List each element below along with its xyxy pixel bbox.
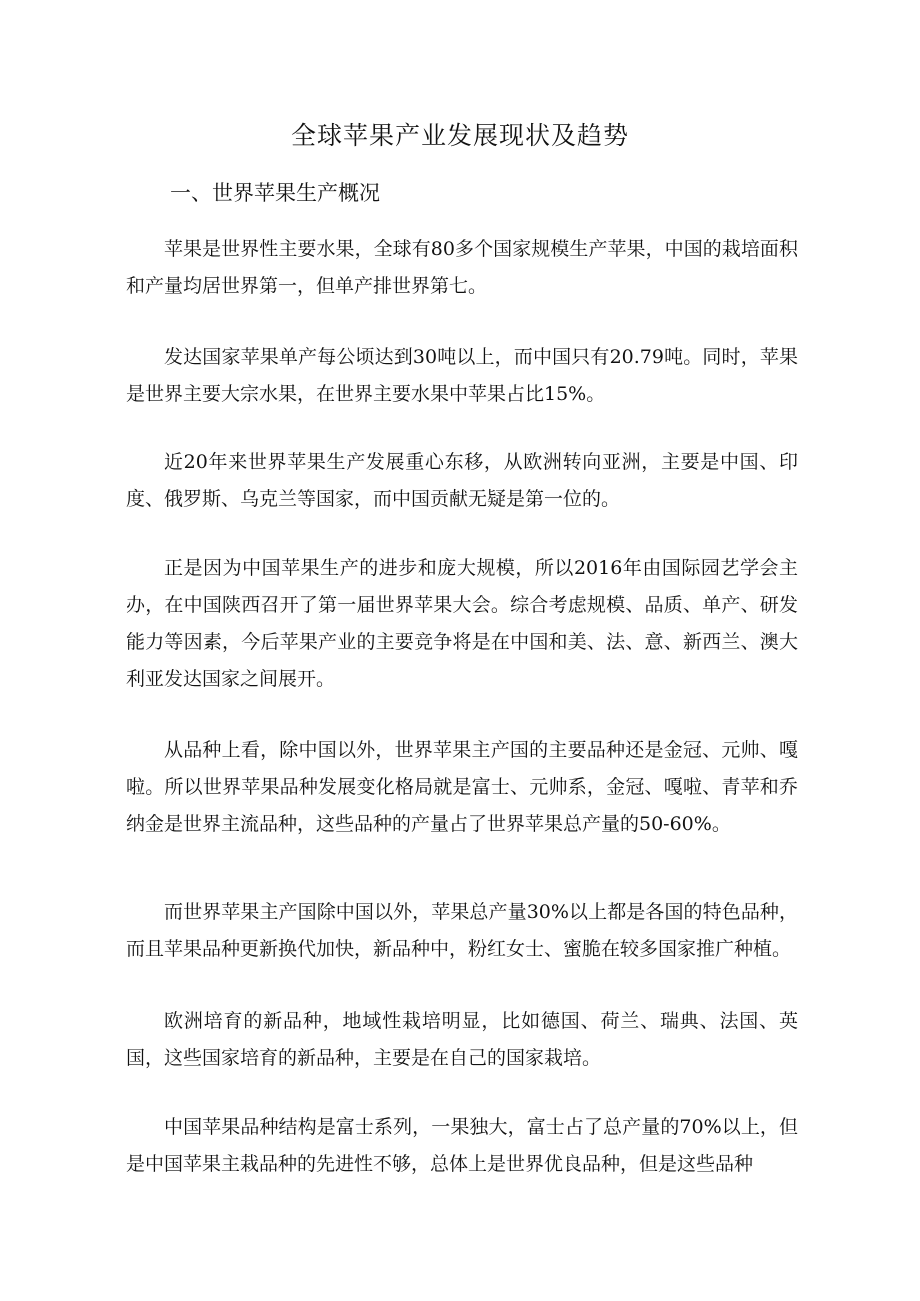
paragraph-8: 中国苹果品种结构是富士系列，一果独大，富士占了总产量的70%以上，但是中国苹果主栽品种的先进性不够，总体上是世界优良品种，但是这些品种 xyxy=(126,1116,798,1175)
paragraph-1: 苹果是世界性主要水果，全球有80多个国家规模生产苹果，中国的栽培面积和产量均居世界第一，但单产排世界第七。 xyxy=(126,238,798,297)
paragraph-4: 正是因为中国苹果生产的进步和庞大规模，所以2016年由国际园艺学会主办，在中国陕西召开了第一届世界苹果大会。综合考虑规模、品质、单产、研发能力等因素，今后苹果产业的主要竞争将是在中国和美、法、意、新西兰、澳大利亚发达国家之间展开。 xyxy=(126,557,798,690)
document-title: 全球苹果产业发展现状及趋势 xyxy=(290,121,629,150)
paragraph-5: 从品种上看，除中国以外，世界苹果主产国的主要品种还是金冠、元帅、嘎啦。所以世界苹果品种发展变化格局就是富士、元帅系，金冠、嘎啦、青苹和乔纳金是世界主流品种，这些品种的产量占了世界苹果总产量的50-60%。 xyxy=(126,739,798,835)
paragraph-3: 近20年来世界苹果生产发展重心东移，从欧洲转向亚洲，主要是中国、印度、俄罗斯、乌克兰等国家，而中国贡献无疑是第一位的。 xyxy=(126,451,798,510)
paragraph-2: 发达国家苹果单产每公顷达到30吨以上，而中国只有20.79吨。同时，苹果是世界主要大宗水果，在世界主要水果中苹果占比15%。 xyxy=(126,346,798,405)
section-heading: 一、世界苹果生产概况 xyxy=(170,181,380,205)
paragraph-7: 欧洲培育的新品种，地域性栽培明显，比如德国、荷兰、瑞典、法国、英国，这些国家培育的新品种，主要是在自己的国家栽培。 xyxy=(126,1010,798,1069)
paragraph-6: 而世界苹果主产国除中国以外，苹果总产量30%以上都是各国的特色品种，而且苹果品种更新换代加快，新品种中，粉红女士、蜜脆在较多国家推广种植。 xyxy=(126,901,798,960)
